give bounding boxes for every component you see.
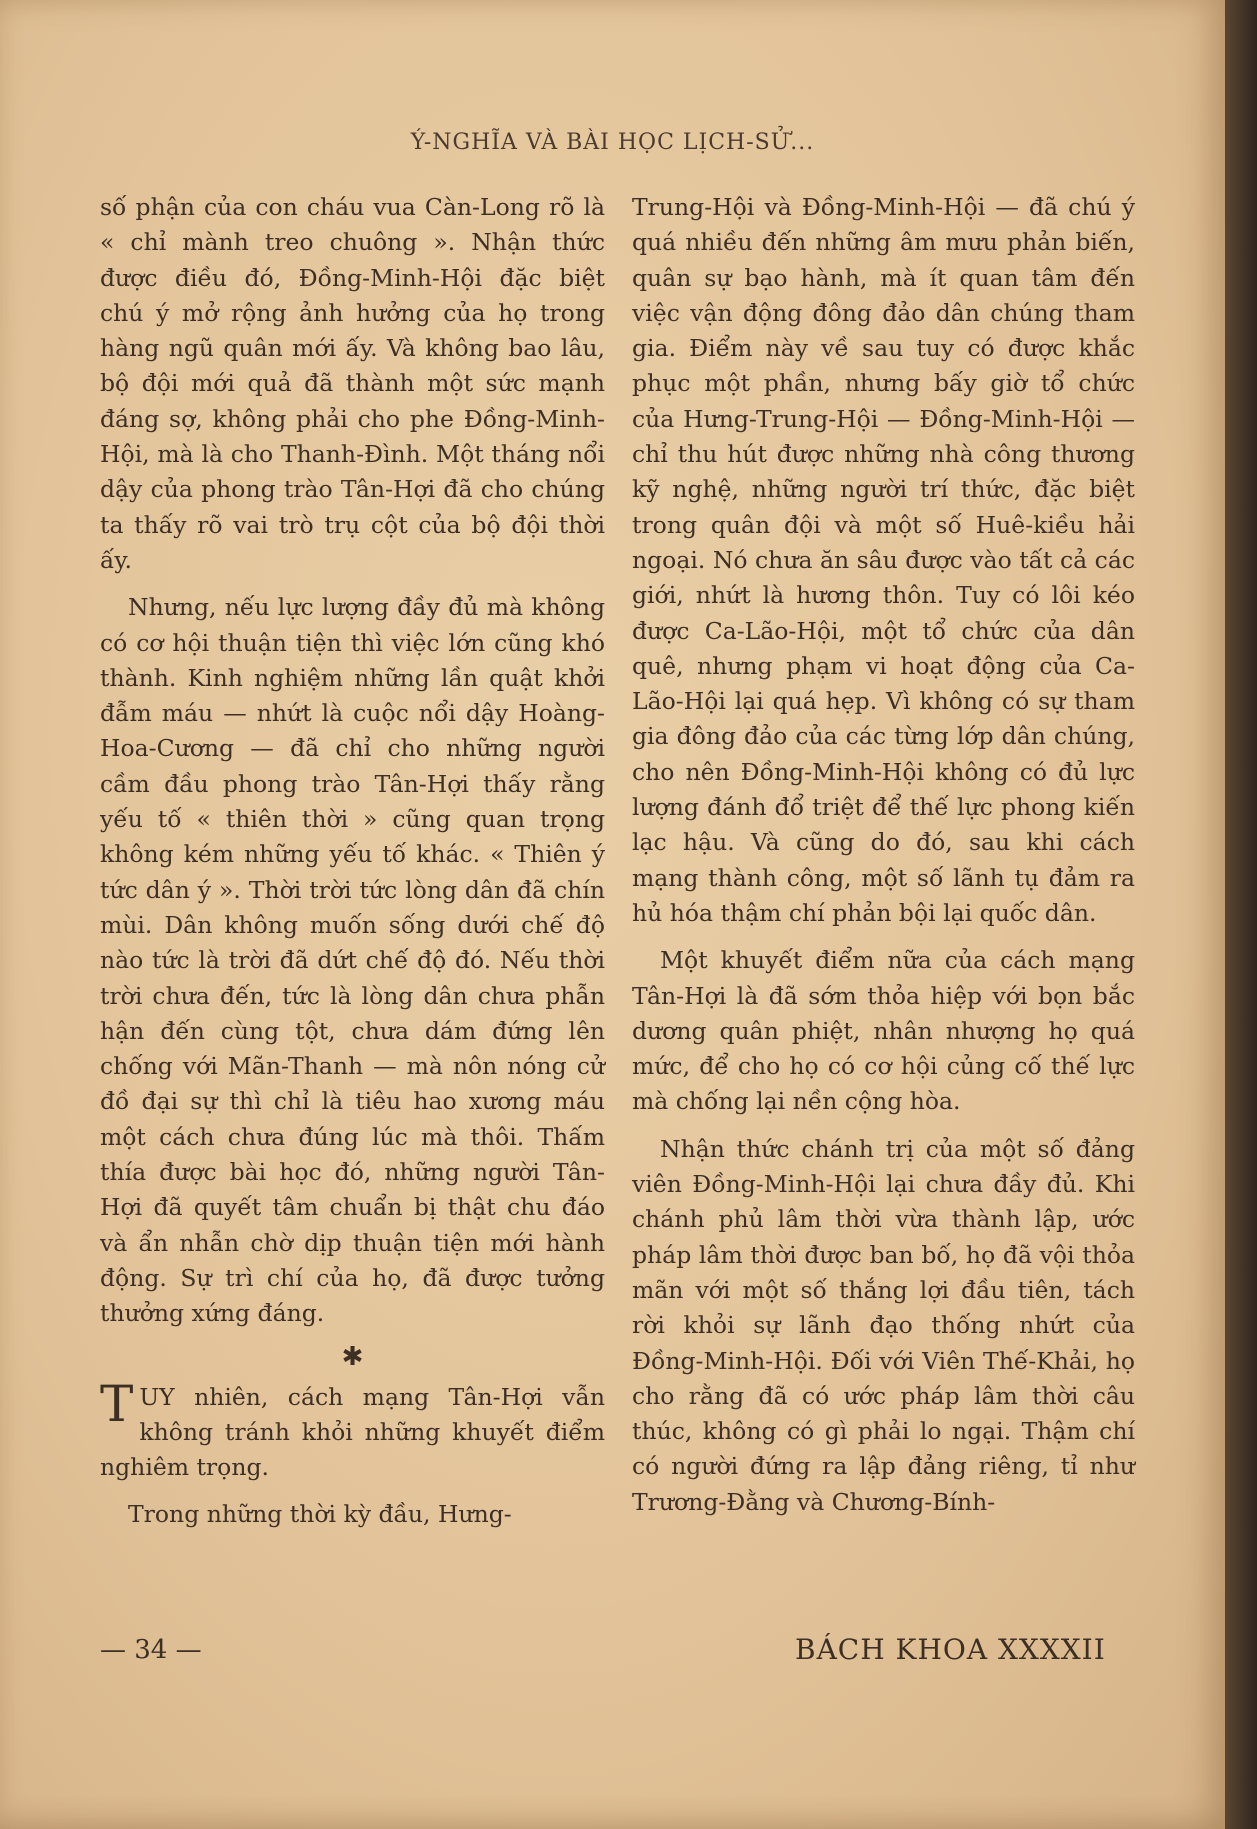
left-paragraph-4: Trong những thời kỳ đầu, Hưng- (128, 1500, 512, 1529)
publication-name: BÁCH KHOA XXXXII (795, 1633, 1106, 1666)
left-column (100, 190, 605, 1533)
left-paragraph-2: Nhưng, nếu lực lượng đầy đủ mà không có cơ hội thuận tiện thì việc lớn cũng khó thành. Kinh nghiệm những lần quật khởi đẫm máu — nhứt là cuộc nổi dậy Hoàng-Hoa-Cương — đã chỉ cho những người cầm đầu phong trào Tân-Hợi thấy rằng yếu tố « thiên thời » cũng quan trọng không kém những yếu tố khác. « Thiên ý tức dân ý ». Thời trời tức lòng dân đã chín mùi. Dân không muốn sống dưới chế độ nào tức là trời đã dứt chế độ đó. Nếu thời trời chưa đến, tức là lòng dân chưa phẫn hận đến cùng tột, chưa dám đứng lên chống với Mãn-Thanh — mà nôn nóng cử đồ đại sự thì chỉ là tiêu hao xương máu một cách chưa đúng lúc mà thôi. Thấm thía được bài học đó, những người Tân-Hợi đã quyết tâm chuẩn bị thật chu đáo và ẩn nhẫn chờ dịp thuận tiện mới hành động. Sự trì chí của họ, đã được tưởng thưởng xứng đáng. (100, 593, 605, 1328)
right-paragraph-2: Một khuyết điểm nữa của cách mạng Tân-Hợi là đã sớm thỏa hiệp với bọn bắc dương quân phiệt, nhân nhượng họ quá mức, để cho họ có cơ hội củng cố thế lực mà chống lại nền cộng hòa. (632, 946, 1135, 1116)
drop-cap: T (100, 1374, 134, 1433)
section-divider: ✱ (341, 1341, 364, 1372)
left-paragraph-1: số phận của con cháu vua Càn-Long rõ là « chỉ mành treo chuông ». Nhận thức được điều đó, Đồng-Minh-Hội đặc biệt chú ý mở rộng ảnh hưởng của họ trong hàng ngũ quân mới ấy. Và không bao lâu, bộ đội mới quả đã thành một sức mạnh đáng sợ, không phải cho phe Đồng-Minh-Hội, mà là cho Thanh-Đình. Một tháng nổi dậy của phong trào Tân-Hợi đã cho chúng ta thấy rõ vai trò trụ cột của bộ đội thời ấy. (100, 193, 605, 574)
left-paragraph-3 (100, 1374, 605, 1486)
page-edge-shadow (1225, 0, 1257, 1829)
right-paragraph-1: Trung-Hội và Đồng-Minh-Hội — đã chú ý quá nhiều đến những âm mưu phản biến, quân sự bạo hành, mà ít quan tâm đến việc vận động đông đảo dân chúng tham gia. Điểm này về sau tuy có được khắc phục một phần, nhưng bấy giờ tổ chức của Hưng-Trung-Hội — Đồng-Minh-Hội — chỉ thu hút được những nhà công thương kỹ nghệ, những người trí thức, đặc biệt trong quân đội và một số Huê-kiều hải ngoại. Nó chưa ăn sâu được vào tất cả các giới, nhứt là hương thôn. Tuy có lôi kéo được Ca-Lão-Hội, một tổ chức của dân quê, nhưng phạm vi hoạt động của Ca-Lão-Hội lại quá hẹp. Vì không có sự tham gia đông đảo của các từng lớp dân chúng, cho nên Đồng-Minh-Hội không có đủ lực lượng đánh đổ triệt để thế lực phong kiến lạc hậu. Và cũng do đó, sau khi cách mạng thành công, một số lãnh tụ đảm ra hủ hóa thậm chí phản bội lại quốc dân. (632, 193, 1135, 927)
page-number: — 34 — (100, 1635, 202, 1665)
running-title: Ý-NGHĨA VÀ BÀI HỌC LỊCH-SỬ... (410, 130, 815, 155)
right-column (632, 190, 1135, 1520)
left-paragraph-3-text: UY nhiên, cách mạng Tân-Hợi vẫn không tránh khỏi những khuyết điểm nghiêm trọng. (100, 1382, 605, 1482)
right-paragraph-3: Nhận thức chánh trị của một số đảng viên Đồng-Minh-Hội lại chưa đầy đủ. Khi chánh phủ lâm thời vừa thành lập, ước pháp lâm thời được ban bố, họ đã vội thỏa mãn với một số thắng lợi đầu tiên, tách rời khỏi sự lãnh đạo thống nhứt của Đồng-Minh-Hội. Đối với Viên Thế-Khải, họ cho rằng đã có ước pháp lâm thời câu thúc, không có gì phải lo ngại. Thậm chí có người đứng ra lập đảng riêng, tỉ như Trương-Đằng và Chương-Bính- (632, 1134, 1135, 1516)
